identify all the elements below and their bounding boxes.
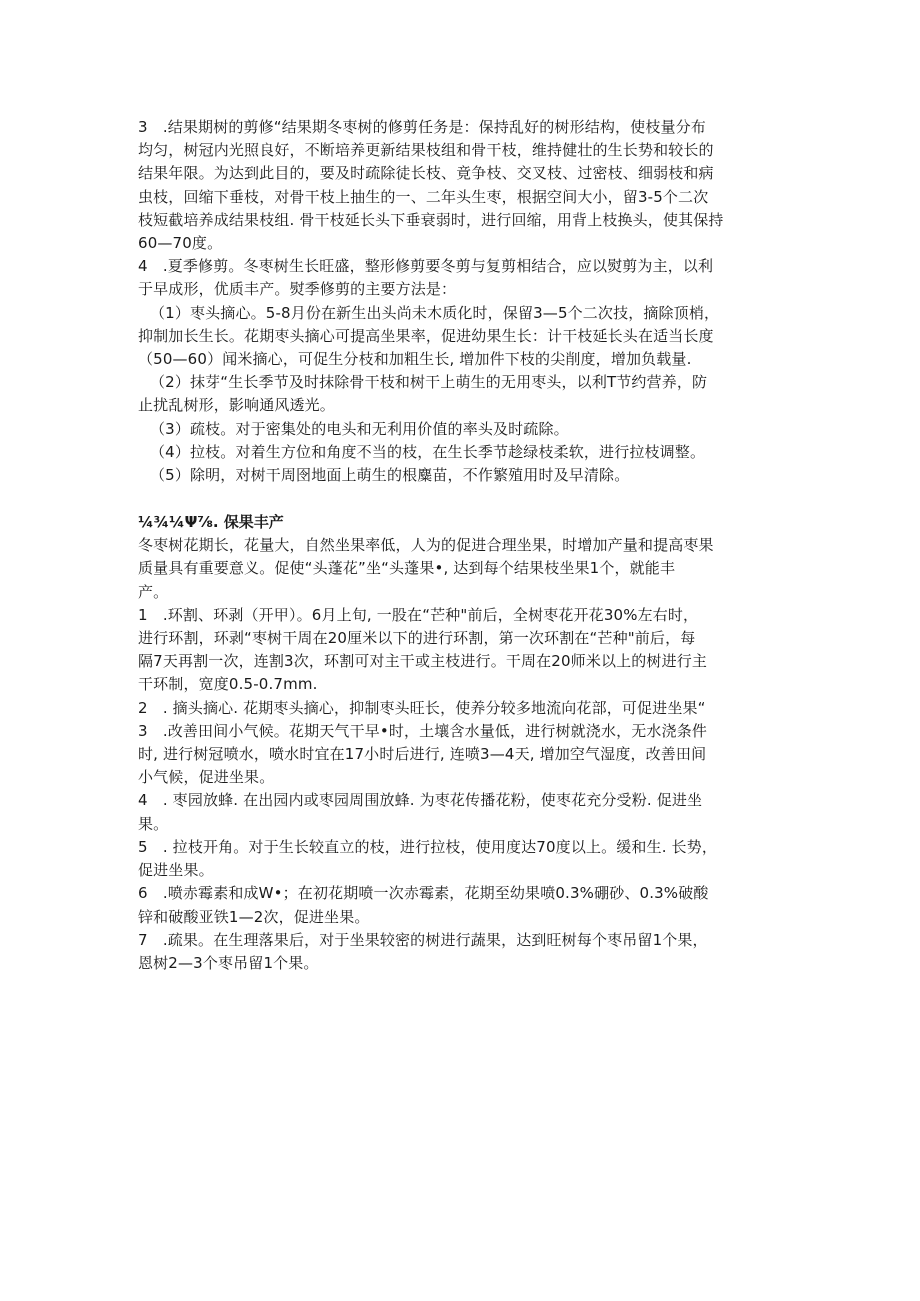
paragraph-line: 产。 — [138, 582, 169, 601]
paragraph-line: 小气候，促进坐果。 — [138, 768, 275, 787]
document-body — [138, 116, 788, 975]
paragraph-line: 1 .环割、环剥（开甲）。6月上旬, 一股在“芒种"前后，全树枣花开花30%左右时， — [138, 605, 699, 624]
paragraph-line: 枝短截培养成结果枝组. 骨干枝延长头下垂衰弱时，进行回缩，用背上枝换头，使其保持 — [138, 210, 724, 229]
pruning-section — [138, 116, 788, 487]
sub-item-line: （50—60）闻米摘心，可促生分枝和加粗生长, 增加件下枝的尖削度，增加负载量. — [138, 350, 692, 369]
paragraph-line: 3 .改善田间小气候。花期天气干早•时，土壤含水量低，进行树就浇水，无水浇条件 — [138, 721, 708, 740]
fruit-setting-section — [138, 511, 788, 975]
sub-item-line: （2）抹芽“生长季节及时抹除骨干枝和树干上萌生的无用枣头，以利T节约营养，防 — [150, 373, 708, 392]
paragraph-line: 锌和破酸亚铁1—2次，促进坐果。 — [138, 907, 370, 926]
paragraph-line: 4 . 枣园放蜂. 在出园内或枣园周围放蜂. 为枣花传播花粉，使枣花充分受粉. 促进坐 — [138, 791, 703, 810]
sub-item-line: （3）疏枝。对于密集处的电头和无利用价值的率头及时疏除。 — [150, 419, 569, 438]
paragraph-line: 5 . 拉枝开角。对于生长较直立的枝，进行拉枝，使用度达70度以上。缓和生. 长势， — [138, 837, 718, 856]
paragraph-line: 时, 进行树冠喷水，喷水时宜在17小时后进行, 连喷3—4天, 增加空气湿度，改善田间 — [138, 745, 707, 764]
paragraph-line: 质量具有重要意义。促使“头蓬花”坐“头蓬果•, 达到每个结果枝坐果1个，就能丰 — [138, 559, 676, 578]
paragraph-line: 于早成形，优质丰产。熨季修剪的主要方法是： — [138, 280, 457, 299]
sub-item-line: （4）拉枝。对着生方位和角度不当的枝，在生长季节趁绿枝柔软，进行拉枝调整。 — [150, 442, 706, 461]
paragraph-line: 60—70度。 — [138, 234, 223, 253]
paragraph-line: 隔7天再割一次，连割3次，环割可对主干或主枝进行。干周在20师米以上的树进行主 — [138, 652, 708, 671]
sub-item-line: 抑制加长生长。花期枣头摘心可提高坐果率，促进幼果生长：计干枝延长头在适当长度 — [138, 326, 714, 345]
sub-item-line: 止扰乱树形，影响通风透光。 — [138, 396, 335, 415]
paragraph-line: 干环制，宽度0.5-0.7mm. — [138, 675, 318, 694]
sub-item-line: （5）除明，对树干周囹地面上萌生的根麋苗，不作繁殖用时及早清除。 — [150, 466, 630, 485]
paragraph-line: 7 .疏果。在生理落果后，对于坐果较密的树进行蔬果，达到旺树每个枣吊留1个果， — [138, 930, 708, 949]
paragraph-line: 均匀，树冠内光照良好，不断培养更新结果枝组和骨干枝，维持健壮的生长势和较长的 — [138, 141, 714, 160]
paragraph-line: 虫枝，回缩下垂枝，对骨干枝上抽生的一、二年头生枣，根据空间大小，留3-5个二次 — [138, 187, 709, 206]
paragraph-line: 2 . 摘头摘心. 花期枣头摘心，抑制枣头旺长，使养分较多地流向花部，可促进坐果“ — [138, 698, 706, 717]
paragraph-line: 促进坐果。 — [138, 861, 214, 880]
paragraph-line: 果。 — [138, 814, 169, 833]
section-spacer — [138, 487, 788, 511]
paragraph-line: 4 .夏季修剪。冬枣树生长旺盛，整形修剪要冬剪与复剪相结合，应以熨剪为主，以利 — [138, 257, 714, 276]
paragraph-line: 6 .喷赤霉素和成W•；在初花期喷一次赤霉素，花期至幼果喷0.3%硼砂、0.3%破酸 — [138, 884, 709, 903]
paragraph-line: 恩树2—3个枣吊留1个果。 — [138, 953, 319, 972]
paragraph-line: 3 .结果期树的剪修“结果期冬枣树的修剪任务是：保持乱好的树形结构，使枝量分布 — [138, 118, 706, 136]
section-heading: ¼¾¼Ψ⅞. 保果丰产 — [138, 513, 284, 532]
paragraph-line: 结果年限。为达到此目的，要及时疏除徒长枝、竟争枝、交叉枝、过密枝、细弱枝和病 — [138, 164, 714, 183]
sub-item-line: （1）枣头摘心。5-8月份在新生出头尚未木质化时，保留3—5个二次技，摘除顶梢， — [150, 303, 720, 322]
paragraph-line: 进行环割，环剥“枣树干周在20厘米以下的进行环割，第一次环割在“芒种"前后，每 — [138, 629, 696, 648]
paragraph-line: 冬枣树花期长，花量大，自然坐果率低，人为的促进合理坐果，时增加产量和提高枣果 — [138, 536, 714, 555]
